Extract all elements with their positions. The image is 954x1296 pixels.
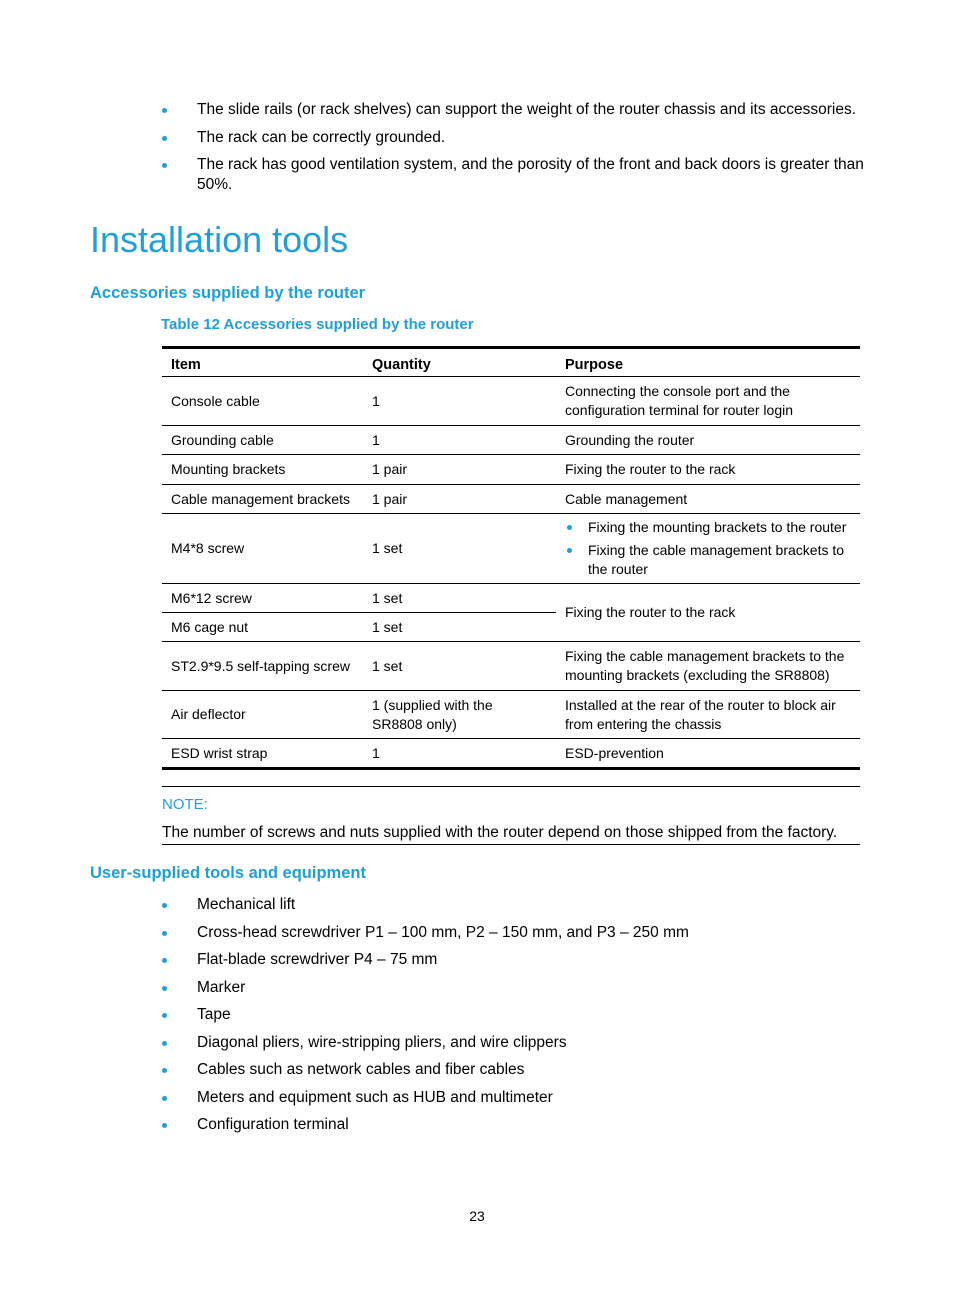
bullet-icon [162,108,167,113]
list-item-text: Diagonal pliers, wire-stripping pliers, and wire clippers [197,1033,567,1051]
cell-purpose: Installed at the rear of the router to block air from entering the chassis [556,691,860,739]
bullet-icon [162,163,167,168]
cell-item: M6*12 screw [162,584,363,613]
cell-item: M4*8 screw [162,514,363,584]
cell-quantity: 1 set [363,514,556,584]
top-bullet-list [162,100,872,203]
table-row [162,485,860,514]
bullet-icon [162,1013,167,1018]
cell-quantity: 1 set [363,613,556,642]
cell-purpose: ESD-prevention [556,739,860,769]
cell-purpose: Fixing the router to the rack [556,584,860,642]
table-row [162,455,860,485]
bullet-icon [162,931,167,936]
list-item-text: The rack can be correctly grounded. [197,128,446,146]
section-heading-user-supplied: User-supplied tools and equipment [90,864,366,882]
bullet-icon [162,1123,167,1128]
table-row [162,739,860,769]
cell-item: Console cable [162,377,363,426]
bullet-icon [162,903,167,908]
list-item-text: Cross-head screwdriver P1 – 100 mm, P2 – 150 mm, and P3 – 250 mm [197,923,689,941]
list-item-text: Fixing the cable management brackets to the router [588,542,845,577]
table-header-row [162,348,860,377]
table-row [162,377,860,426]
bullet-icon [162,1096,167,1101]
list-item [162,1005,872,1025]
list-item-text: Fixing the mounting brackets to the router [588,519,847,535]
table-row [162,426,860,455]
cell-quantity: 1 [363,377,556,426]
list-item-text: The slide rails (or rack shelves) can support the weight of the router chassis and its accessories. [197,101,857,118]
note-box [162,786,860,845]
column-header-quantity: Quantity [363,348,556,377]
note-text: The number of screws and nuts supplied with the router depend on those shipped from the factory. [162,824,838,841]
list-item-text: Cables such as network cables and fiber cables [197,1061,525,1078]
cell-item: Mounting brackets [162,455,363,485]
list-item [162,895,872,915]
cell-item: Grounding cable [162,426,363,455]
table-row [162,642,860,691]
cell-item: Cable management brackets [162,485,363,514]
section-heading-accessories: Accessories supplied by the router [90,284,366,302]
cell-purpose: Cable management [556,485,860,514]
list-item [162,1115,872,1135]
cell-item: ESD wrist strap [162,739,363,769]
cell-quantity: 1 set [363,642,556,691]
list-item [162,1060,872,1080]
bullet-icon [162,1068,167,1073]
table-caption: Table 12 Accessories supplied by the router [161,316,474,333]
column-header-item: Item [162,348,363,377]
list-item [565,541,851,579]
cell-purpose [556,514,860,584]
bullet-icon [162,986,167,991]
cell-item: Air deflector [162,691,363,739]
column-header-purpose: Purpose [556,348,860,377]
list-item [162,128,872,148]
cell-purpose: Fixing the cable management brackets to the mounting brackets (excluding the SR8808) [556,642,860,691]
cell-item: M6 cage nut [162,613,363,642]
list-item [162,923,872,943]
cell-quantity: 1 (supplied with the SR8808 only) [363,691,556,739]
cell-quantity: 1 pair [363,485,556,514]
list-item [162,155,872,195]
list-item-text: Meters and equipment such as HUB and multimeter [197,1088,553,1106]
bullet-icon [567,525,572,530]
bullet-icon [162,136,167,141]
table-row [162,584,860,613]
purpose-bullet-list [565,518,851,579]
bullet-icon [567,548,572,553]
list-item [162,100,872,120]
list-item [162,1088,872,1108]
list-item-text: Configuration terminal [197,1116,349,1133]
bullet-icon [162,1041,167,1046]
list-item [162,950,872,970]
cell-quantity: 1 [363,739,556,769]
list-item-text: Mechanical lift [197,896,296,913]
cell-item: ST2.9*9.5 self-tapping screw [162,642,363,691]
table-row [162,514,860,584]
list-item [162,1033,872,1053]
list-item-text: Flat-blade screwdriver P4 – 75 mm [197,951,438,968]
cell-purpose: Fixing the router to the rack [556,455,860,485]
cell-quantity: 1 set [363,584,556,613]
cell-quantity: 1 pair [363,455,556,485]
list-item-text: The rack has good ventilation system, and the porosity of the front and back doors is greater than 50%. [197,156,864,193]
cell-purpose: Grounding the router [556,426,860,455]
list-item-text: Marker [197,978,246,996]
bullet-icon [162,958,167,963]
table-row [162,691,860,739]
note-label: NOTE: [162,796,208,813]
list-item-text: Tape [197,1006,231,1023]
user-tools-list [162,895,872,1143]
accessories-table [162,346,860,770]
cell-purpose: Connecting the console port and the configuration terminal for router login [556,377,860,426]
list-item [162,978,872,998]
page-heading: Installation tools [90,219,349,260]
cell-quantity: 1 [363,426,556,455]
list-item [565,518,851,537]
page-number: 23 [469,1208,485,1224]
